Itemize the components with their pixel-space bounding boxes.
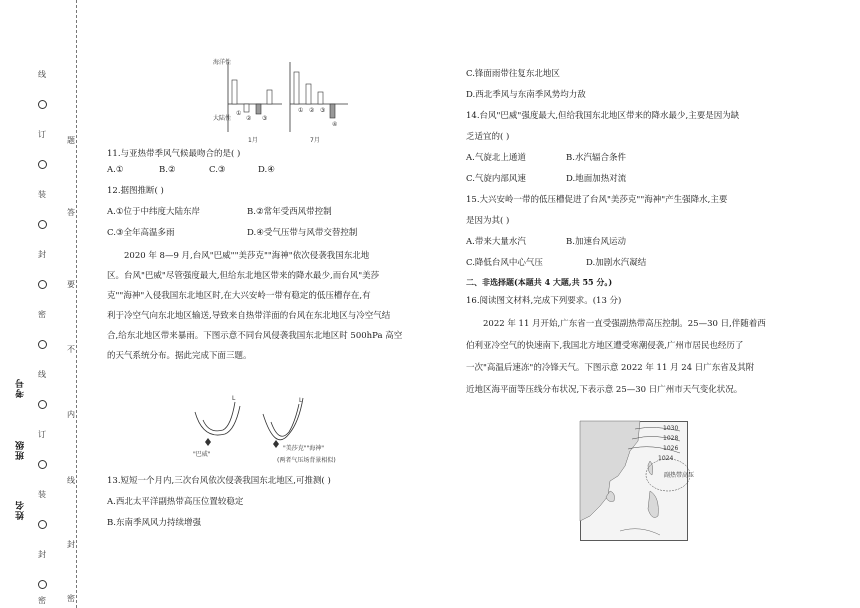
figure-typhoon-trough <box>185 392 345 470</box>
q14-option-b: B.水汽辐合条件 <box>566 153 626 163</box>
label-continental: 大陆性 <box>213 115 232 122</box>
month-july: 7月 <box>310 137 320 144</box>
seal-hole <box>38 340 47 349</box>
seal-char: 封 <box>38 550 46 559</box>
isobar-1028: 1028 <box>663 435 679 442</box>
q11-options <box>107 162 462 178</box>
label-oceanic: 海洋性 <box>213 59 232 66</box>
q12-option-d: D.④受气压带与风带交替控制 <box>247 228 358 238</box>
mark-2: ② <box>246 115 252 122</box>
caption-maysak-haishen: "美莎克""海神" <box>283 445 325 452</box>
seal-hole <box>38 400 47 409</box>
q13-option-a: A.西北太平洋副热带高压位置较稳定 <box>107 497 244 507</box>
figure-isobar-map <box>580 421 695 541</box>
isobar-1024: 1024 <box>658 455 674 462</box>
seal-dashed-line <box>76 0 77 608</box>
isobar-1030: 1030 <box>663 425 679 432</box>
seal-hole <box>38 520 47 529</box>
bar-1 <box>232 80 237 104</box>
bar-6 <box>306 84 311 104</box>
bar-5 <box>294 72 299 104</box>
trough-label-left: L <box>232 395 236 402</box>
seal-char: 线 <box>38 370 46 379</box>
passage-typhoon: 2020 年 8—9 月,台风"巴威""美莎克""海神"依次侵袭我国东北地 区。台风"巴威"尽管强度最大,但给东北地区带来的降水最少,而台风"美莎 克""海神"入侵我国东北地区时,在大兴安岭一带有稳定的低压槽存在,有 利于冷空气向东北地区输送,导致来自热带洋面的台风在东北地区与冷空气结 合,给东北地区带来暴雨。下图示意不同台风侵袭我国东北地区时 500hPa 高空 的天气系统分布。据此完成下面三题。 <box>107 251 403 361</box>
left-column-bottom <box>107 473 462 531</box>
exam-number-label: 考号 <box>16 378 26 398</box>
seal-hole <box>38 100 47 109</box>
q14-option-c: C.气旋内部风速 <box>466 174 526 184</box>
seal-hole <box>38 220 47 229</box>
dash-char: 不 <box>67 345 75 354</box>
question-11: 11.与亚热带季风气候最吻合的是( ) <box>107 149 241 159</box>
seal-hole <box>38 160 47 169</box>
question-13: 13.短短一个月内,三次台风依次侵袭我国东北地区,可推测( ) <box>107 476 331 486</box>
q15-option-b: B.加速台风运动 <box>566 237 626 247</box>
seal-char: 装 <box>38 490 46 499</box>
q13-option-b: B.东南季风风力持续增强 <box>107 518 201 528</box>
mark-1: ① <box>236 110 242 117</box>
trough-label-right: L <box>299 397 303 404</box>
seal-char: 密 <box>38 596 46 605</box>
name-label: 姓名 <box>16 500 26 520</box>
q15-option-d: D.加剧水汽凝结 <box>586 258 647 268</box>
figure-climate-index <box>210 54 360 146</box>
q13-option-d: D.西北季风与东南季风势均力敌 <box>466 90 586 100</box>
question-15: 15.大兴安岭一带的低压槽促进了台风"美莎克""海神"产生强降水,主要 <box>466 195 728 205</box>
question-14: 14.台风"巴威"强度最大,但给我国东北地区带来的降水最少,主要是因为缺 <box>466 111 740 121</box>
isobar-1026: 1026 <box>663 445 679 452</box>
seal-char: 密 <box>38 310 46 319</box>
seal-hole <box>38 280 47 289</box>
mark-3-july: ③ <box>320 107 326 114</box>
q14-option-d: D.地面加热对流 <box>566 174 627 184</box>
bar-8 <box>330 104 335 118</box>
q14-option-a: A.气旋北上通道 <box>466 153 526 163</box>
section-2-title: 二、非选择题(本题共 4 大题,共 55 分。) <box>466 277 613 287</box>
question-16: 16.阅读图文材料,完成下列要求。(13 分) <box>466 296 622 306</box>
typhoon-symbol-left <box>205 438 211 446</box>
q11-option-b: B.② <box>159 165 176 175</box>
q12-option-a: A.①位于中纬度大陆东岸 <box>107 207 200 217</box>
seal-char: 封 <box>38 250 46 259</box>
seal-hole <box>38 580 47 589</box>
passage-cold-front: 2022 年 11 月开始,广东省一直受强副热带高压控制。25—30 日,伴随着西 伯利亚冷空气的快速南下,我国北方地区遭受寒潮侵袭,广州市居民也经历了 一次"高温后速冻"的冷锋天气。下图示意 2022 年 11 月 24 日广东省及其附 近地区海平面等压线分布状况,下表示意 25—30 日广州市天气变化状况。 <box>466 319 766 395</box>
right-column: C.锋面雨带往复东北地区 D.西北季风与东南季风势均力敌 14.台风"巴威"强度最大,但给我国东北地区带来的降水最少,主要是因为缺 乏适宜的( ) A.气旋北上通道 B.水汽辐合条件 C.气旋内部风速 D.地面加热对流 15.大兴安岭一带的低压槽促进了台风"美莎克""海神"产生强降水,主要 是因为其( ) A.带来大量水汽 B.加速台风运动 C.降低台风中心气压 D.加剧水汽凝结 二、非选择题(本题共 4 大题,共 55 分。) 16.阅读图文材料,完成下列要求。(13 分) 2022 年 11 月开始,广东省一直受强副热带高压控制。25—30 日,伴随着西 伯利亚冷空气的快速南下,我国北方地区遭受寒潮侵袭,广州市居民也经历了 一次"高温后速冻"的冷锋天气。下图示意 2022 年 11 月 24 日广东省及其附 近地区海平面等压线分布状况,下表示意 25—30 日广州市天气变化状况。 <box>466 66 841 401</box>
caption-bawei: "巴威" <box>193 451 211 458</box>
dash-char: 答 <box>67 208 75 217</box>
q15-option-a: A.带来大量水汽 <box>466 237 526 247</box>
q11-option-a: A.① <box>107 165 124 175</box>
dash-char: 题 <box>67 136 75 145</box>
bar-2 <box>244 104 249 112</box>
binding-margin <box>0 0 95 608</box>
seal-hole <box>38 460 47 469</box>
seal-char: 装 <box>38 190 46 199</box>
question-12: 12.据图推断( ) <box>107 186 164 196</box>
caption-note: (两者气压场背景相似) <box>277 457 336 464</box>
bar-4 <box>267 90 272 104</box>
q12-option-c: C.③全年高温多雨 <box>107 228 175 238</box>
dash-char: 封 <box>67 540 75 549</box>
mark-2-july: ② <box>309 107 315 114</box>
seal-char: 订 <box>38 130 46 139</box>
left-column <box>107 146 462 366</box>
subtropical-high-label: 副热带高压 <box>664 472 695 479</box>
q13-option-c: C.锋面雨带往复东北地区 <box>466 69 560 79</box>
mark-1-july: ① <box>298 107 304 114</box>
dash-char: 线 <box>67 476 75 485</box>
month-january: 1月 <box>248 137 258 144</box>
mark-3: ③ <box>262 115 268 122</box>
mark-4-july: ④ <box>332 121 338 128</box>
typhoon-symbol-right <box>273 440 279 448</box>
q15-option-c: C.降低台风中心气压 <box>466 258 543 268</box>
class-label: 班级 <box>16 440 26 460</box>
q11-option-c: C.③ <box>209 165 226 175</box>
q12-option-b: B.②常年受西风带控制 <box>247 207 332 217</box>
bar-3 <box>256 104 261 114</box>
seal-char: 订 <box>38 430 46 439</box>
dash-char: 密 <box>67 594 75 603</box>
q11-option-d: D.④ <box>258 165 275 175</box>
dash-char: 要 <box>67 280 75 289</box>
seal-char: 线 <box>38 70 46 79</box>
dash-char: 内 <box>67 410 75 419</box>
bar-7 <box>318 92 323 104</box>
